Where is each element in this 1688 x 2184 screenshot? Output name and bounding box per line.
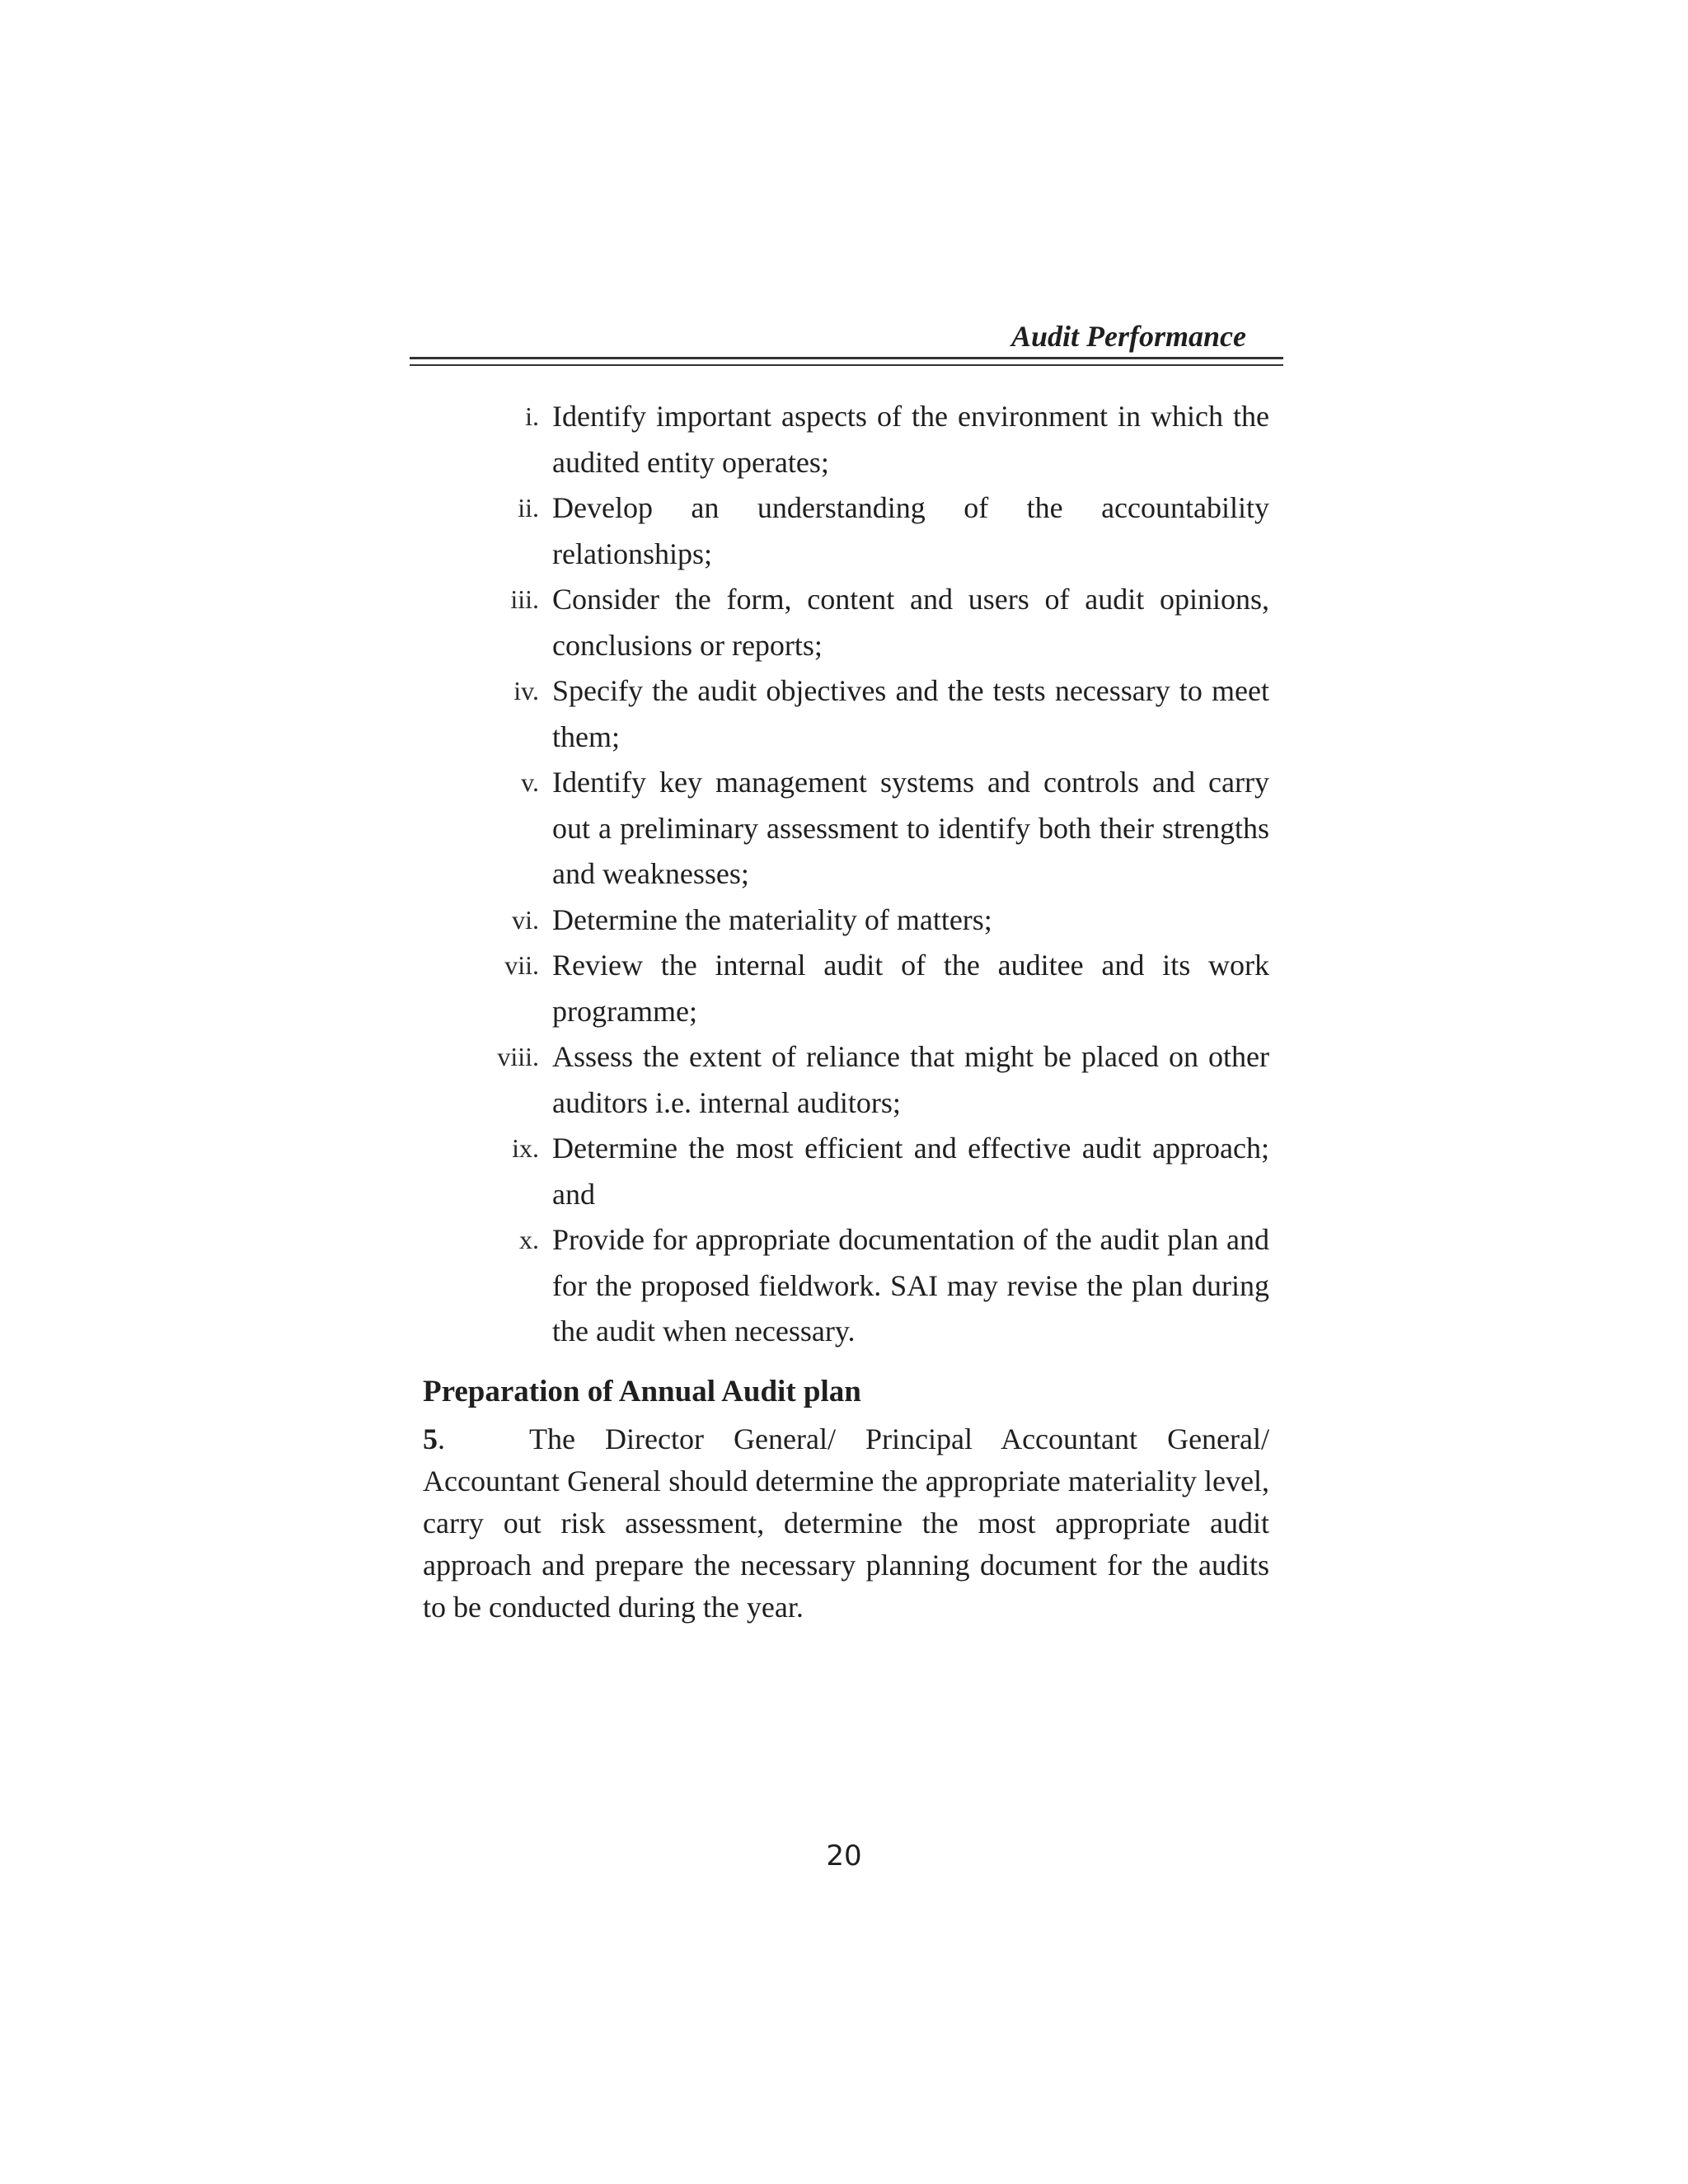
list-item-number: iv. bbox=[513, 676, 539, 705]
objectives-list bbox=[486, 394, 1269, 1355]
list-item bbox=[486, 1126, 1269, 1217]
list-item bbox=[486, 1217, 1269, 1355]
paragraph-number: 5 bbox=[423, 1422, 438, 1455]
list-item-number: vi. bbox=[512, 904, 539, 935]
list-item-text: Identify key management systems and controls and carry out a preliminary assessment to identify both their strengths and weaknesses; bbox=[552, 766, 1269, 890]
list-item-text: Consider the form, content and users of audit opinions, conclusions or reports; bbox=[552, 583, 1269, 662]
list-item-text: Determine the most efficient and effective audit approach; and bbox=[552, 1132, 1269, 1211]
list-item-text: Specify the audit objectives and the tests necessary to meet them; bbox=[552, 674, 1269, 753]
list-item-text: Develop an understanding of the accountability relationships; bbox=[552, 491, 1269, 570]
list-item-number: iii. bbox=[510, 584, 539, 614]
list-item bbox=[486, 1034, 1269, 1126]
list-item-text: Identify important aspects of the environment in which the audited entity operates; bbox=[552, 400, 1269, 479]
paragraph-5: 5. The Director General/ Principal Accountant General/ Accountant General should determine the appropriate materiality level, carry out risk assessment, determine the most appropriate audit approach and prepare the necessary planning document for the audits to be conducted during the year. bbox=[423, 1422, 1269, 1624]
list-item-number: ii. bbox=[518, 493, 539, 523]
list-item-text: Review the internal audit of the auditee and its work programme; bbox=[552, 949, 1269, 1028]
list-item-number: viii. bbox=[497, 1042, 539, 1071]
section-heading: Preparation of Annual Audit plan bbox=[423, 1375, 861, 1408]
list-item-number: x. bbox=[519, 1225, 539, 1254]
list-item-number: v. bbox=[521, 767, 539, 797]
paragraph-text: The Director General/ Principal Accountant General/ Accountant General should determine the appropriate materiality level, carry out risk assessment, determine the most appropriate audit approach and prepare the necessary planning document for the audits to be conducted during the year. bbox=[423, 1422, 1269, 1624]
header-double-rule bbox=[410, 357, 1283, 366]
list-item bbox=[486, 760, 1269, 898]
list-item bbox=[486, 898, 1269, 944]
list-item-number: i. bbox=[525, 401, 539, 431]
list-item bbox=[486, 394, 1269, 485]
list-item bbox=[486, 943, 1269, 1034]
list-item-text: Assess the extent of reliance that might be placed on other auditors i.e. internal auditors; bbox=[552, 1040, 1269, 1119]
list-item-number: vii. bbox=[504, 950, 539, 980]
list-item bbox=[486, 668, 1269, 760]
page-number: 20 bbox=[826, 1840, 862, 1872]
running-header-title: Audit Performance bbox=[1011, 320, 1246, 353]
list-item-number: ix. bbox=[512, 1133, 539, 1163]
list-item-text: Provide for appropriate documentation of the audit plan and for the proposed fieldwork. SAI may revise the plan during the audit when necessary. bbox=[552, 1223, 1269, 1347]
list-item-text: Determine the materiality of matters; bbox=[552, 902, 992, 936]
list-item bbox=[486, 485, 1269, 577]
list-item bbox=[486, 577, 1269, 668]
